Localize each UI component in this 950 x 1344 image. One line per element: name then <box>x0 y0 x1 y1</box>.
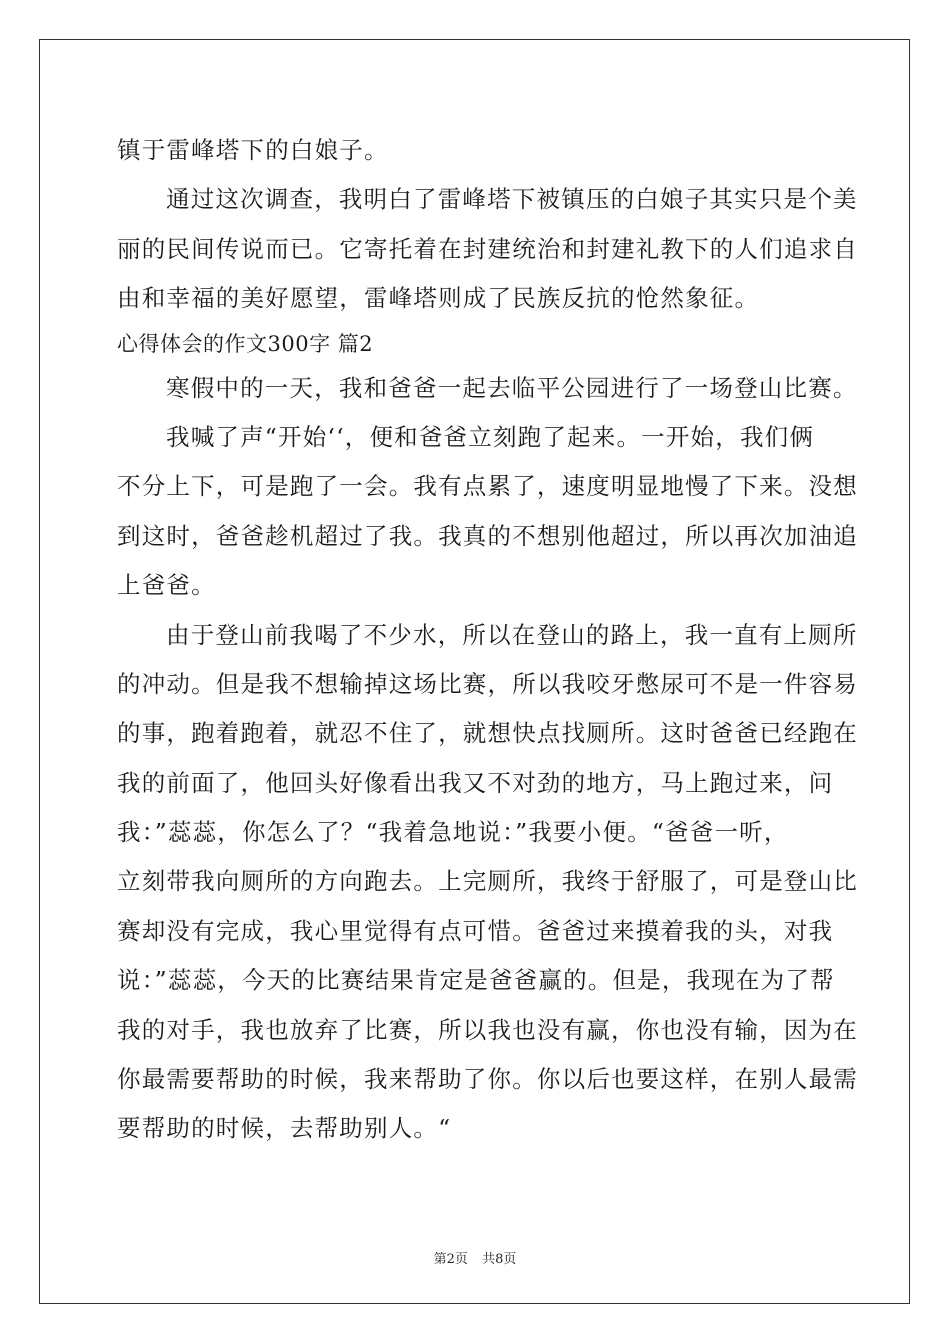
page-number: 第2页 <box>433 1252 468 1267</box>
text-line: 由于登山前我喝了不少水，所以在登山的路上，我一直有上厕所 <box>166 620 858 649</box>
paragraph-block-2 <box>117 364 858 1154</box>
text-line: 上爸爸。 <box>117 571 216 600</box>
text-line: 立刻带我向厕所的方向跑去。上完厕所，我终于舒服了，可是登山比 <box>117 867 858 896</box>
text-line: 的事，跑着跑着，就忍不住了，就想快点找厕所。这时爸爸已经跑在 <box>117 719 858 748</box>
document-body <box>117 126 858 1154</box>
text-line: 我喊了声“开始‘‘，便和爸爸立刻跑了起来。一开始，我们俩 <box>166 422 815 451</box>
text-line: 你最需要帮助的时候，我来帮助了你。你以后也要这样，在别人最需 <box>117 1065 858 1094</box>
text-line: 到这时，爸爸趁机超过了我。我真的不想别他超过，所以再次加油追 <box>117 521 858 550</box>
paragraph-block-1 <box>117 126 858 324</box>
page-total: 共8页 <box>482 1252 517 1267</box>
text-line: 通过这次调查，我明白了雷峰塔下被镇压的白娘子其实只是个美 <box>166 185 858 214</box>
text-line: 丽的民间传说而已。它寄托着在封建统治和封建礼教下的人们追求自 <box>117 234 858 263</box>
section-heading: 心得体会的作文300字 篇2 <box>117 331 374 356</box>
text-line: 赛却没有完成，我心里觉得有点可惜。爸爸过来摸着我的头，对我 <box>117 916 834 945</box>
text-line: 我的对手，我也放弃了比赛，所以我也没有赢，你也没有输，因为在 <box>117 1015 858 1044</box>
text-line: 我：”蕊蕊，你怎么了？“我着急地说：”我要小便。“爸爸一听， <box>117 818 789 847</box>
text-line: 镇于雷峰塔下的白娘子。 <box>117 136 389 164</box>
text-line: 由和幸福的美好愿望，雷峰塔则成了民族反抗的怆然象征。 <box>117 284 760 313</box>
text-line: 说：”蕊蕊，今天的比赛结果肯定是爸爸赢的。但是，我现在为了帮 <box>117 966 835 995</box>
text-line: 寒假中的一天，我和爸爸一起去临平公园进行了一场登山比赛。 <box>166 373 858 402</box>
text-line: 要帮助的时候，去帮助别人。“ <box>117 1114 452 1143</box>
text-line: 不分上下，可是跑了一会。我有点累了，速度明显地慢了下来。没想 <box>117 472 858 501</box>
text-line: 我的前面了，他回头好像看出我又不对劲的地方，马上跑过来，问 <box>117 768 834 797</box>
page-footer <box>0 1248 950 1267</box>
text-line: 的冲动。但是我不想输掉这场比赛，所以我咬牙憋尿可不是一件容易 <box>117 669 858 698</box>
